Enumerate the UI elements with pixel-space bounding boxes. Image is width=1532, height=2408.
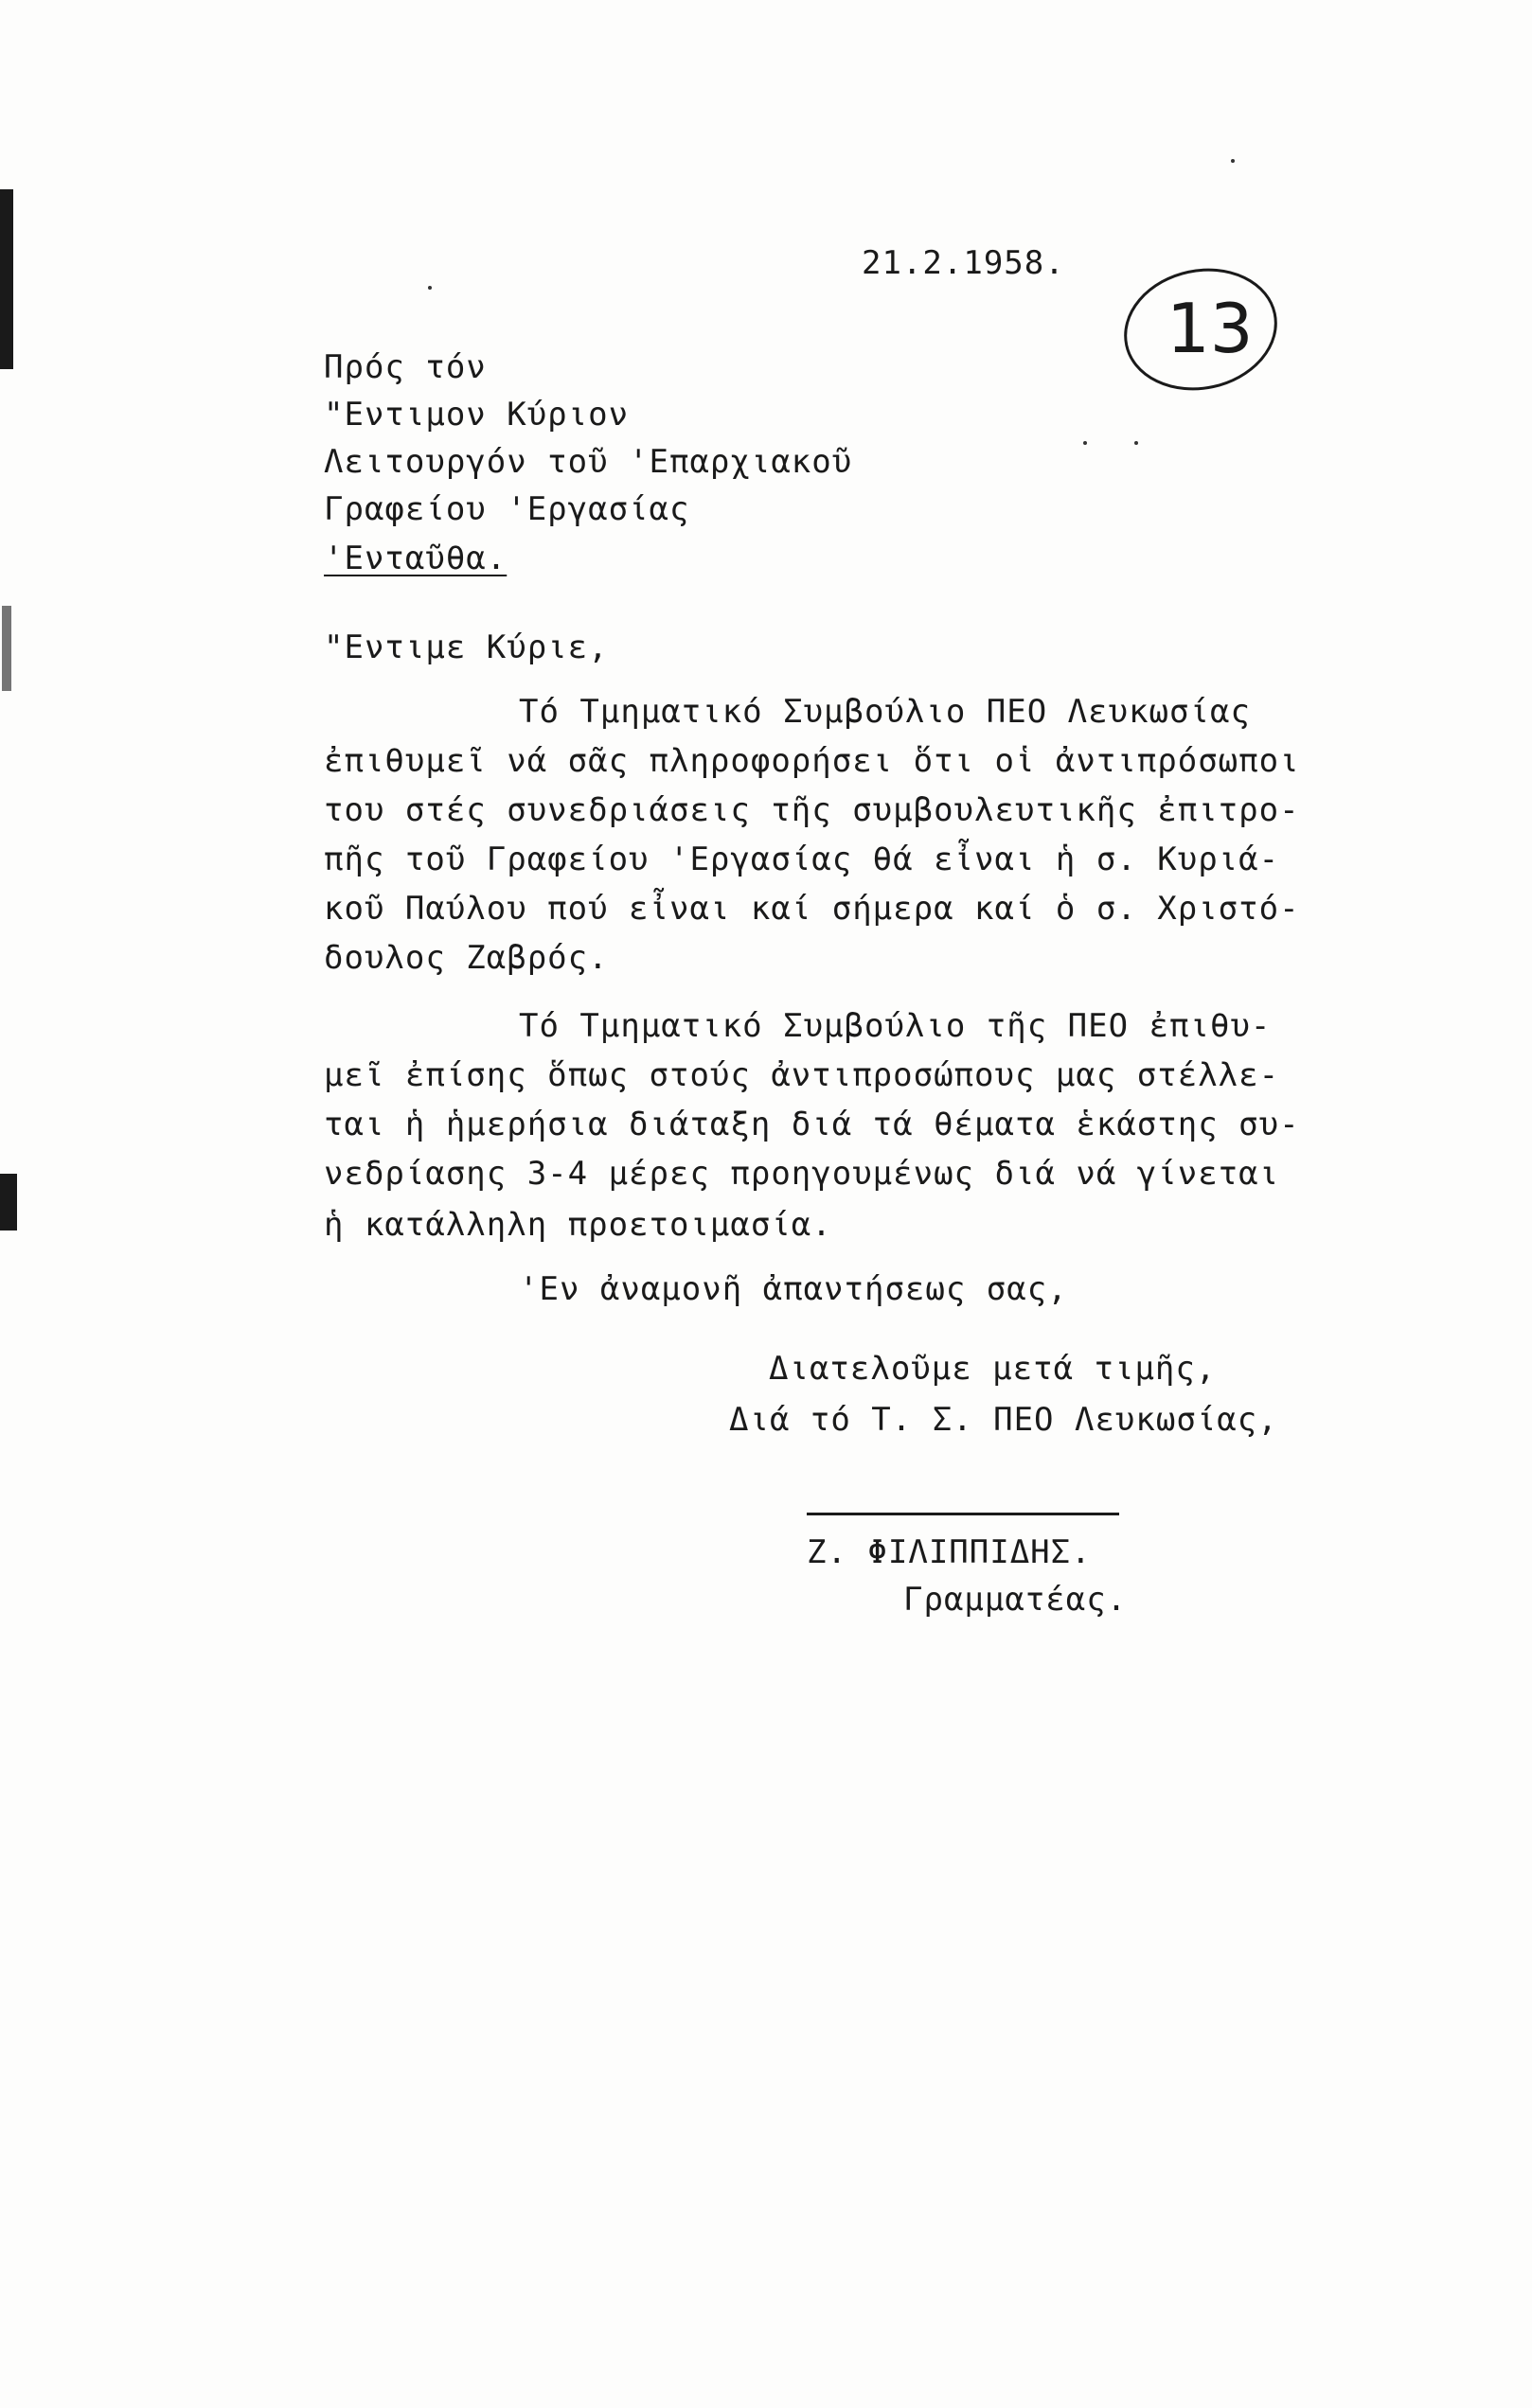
handwritten-page-number <box>1117 257 1278 399</box>
salutation: "Εντιμε Κύριε, <box>324 629 609 666</box>
scan-speck <box>1083 441 1087 445</box>
closing-line: 'Εν ἀναμονῆ ἀπαντήσεως σας, <box>519 1270 1068 1308</box>
valediction-line-2: Διά τό Τ. Σ. ΠΕΟ Λευκωσίας, <box>729 1401 1278 1439</box>
paragraph-2-line-5: ἡ κατάλληλη προετοιμασία. <box>324 1206 832 1244</box>
scan-speck <box>1231 159 1235 163</box>
scan-edge-mark <box>2 606 11 691</box>
recipient-line-2: "Εντιμον Κύριον <box>324 396 630 434</box>
paragraph-1-line-1: Τό Τμηματικό Συμβούλιο ΠΕΟ Λευκωσίας <box>519 693 1251 731</box>
recipient-line-1: Πρός τόν <box>324 348 487 386</box>
paragraph-2-line-3: ται ἡ ἡμερήσια διάταξη διά τά θέματα ἑκάστης συ- <box>324 1106 1300 1143</box>
paragraph-1-line-2: ἐπιθυμεῖ νά σᾶς πληροφορήσει ὅτι οἱ ἀντιπρόσωποι <box>324 742 1300 780</box>
valediction-line-1: Διατελοῦμε μετά τιμῆς, <box>769 1350 1217 1388</box>
signatory-name: Ζ. ΦΙΛΙΠΠΙΔΗΣ. <box>807 1533 1092 1571</box>
paragraph-1-line-3: του στές συνεδριάσεις τῆς συμβουλευτικῆς ἐπιτρο- <box>324 791 1300 829</box>
recipient-line-3: Λειτουργόν τοῦ 'Επαρχιακοῦ <box>324 443 853 481</box>
paragraph-1-line-5: κοῦ Παύλου πού εἶναι καί σήμερα καί ὁ σ. Χριστό- <box>324 890 1300 928</box>
scan-edge-mark <box>0 1174 17 1231</box>
scan-edge-mark <box>0 189 13 369</box>
letter-date: 21.2.1958. <box>862 244 1065 282</box>
page-number-text: 13 <box>1167 289 1254 368</box>
paragraph-2-line-2: μεῖ ἐπίσης ὅπως στούς ἀντιπροσώπους μας στέλλε- <box>324 1056 1280 1094</box>
paragraph-2-line-1: Τό Τμηματικό Συμβούλιο τῆς ΠΕΟ ἐπιθυ- <box>519 1007 1272 1045</box>
paragraph-1-line-6: δουλος Ζαβρός. <box>324 939 609 977</box>
recipient-line-5: 'Ενταῦθα. <box>324 540 508 577</box>
paragraph-1-line-4: πῆς τοῦ Γραφείου 'Εργασίας θά εἶναι ἡ σ. Κυριά- <box>324 841 1280 878</box>
paragraph-2-line-4: νεδρίασης 3-4 μέρες προηγουμένως διά νά γίνεται <box>324 1155 1280 1193</box>
scan-speck <box>428 286 432 290</box>
scan-speck <box>1134 441 1138 445</box>
signature-line <box>807 1513 1119 1515</box>
signatory-title: Γραμματέας. <box>903 1581 1128 1619</box>
recipient-line-4: Γραφείου 'Εργασίας <box>324 490 690 528</box>
